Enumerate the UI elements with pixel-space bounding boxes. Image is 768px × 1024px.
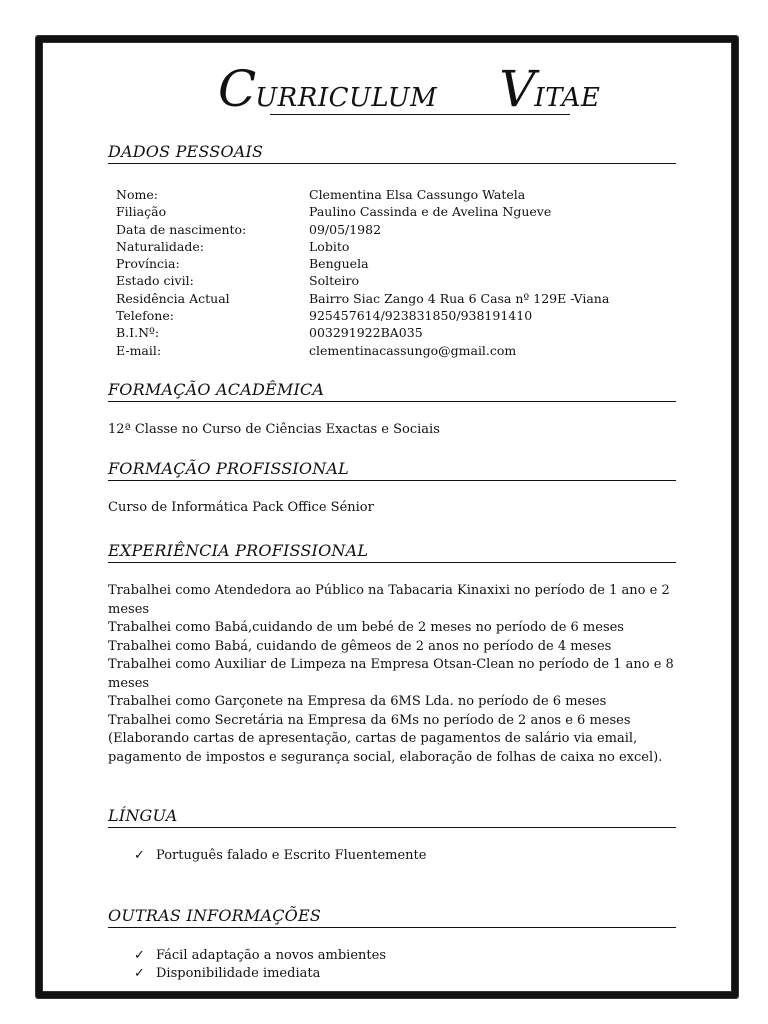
experience-item: Trabalhei como Garçonete na Empresa da 6MS Lda. no período de 6 meses [108, 694, 607, 709]
experience-list [108, 582, 676, 767]
email-value: clementinacassungo@gmail.com [309, 342, 517, 358]
academic-training-text: 12ª Classe no Curso de Ciências Exactas e Sociais [108, 422, 440, 437]
row-label: B.I.Nº: [116, 325, 160, 341]
section-heading-formacao-academica: FORMAÇÃO ACADÊMICA [108, 380, 676, 402]
language-item [134, 847, 674, 865]
row-label: Naturalidade: [116, 238, 204, 254]
other-info-list [134, 947, 674, 982]
title-word-curriculum: URRICULUM [255, 83, 438, 113]
personal-data-row [116, 342, 676, 359]
row-value: Bairro Siac Zango 4 Rua 6 Casa nº 129E -Viana [309, 290, 610, 306]
personal-data-row [116, 255, 676, 272]
row-value: Paulino Cassinda e de Avelina Ngueve [309, 204, 552, 220]
section-heading-dados-pessoais: DADOS PESSOAIS [108, 142, 676, 164]
section-heading-formacao-profissional: FORMAÇÃO PROFISSIONAL [108, 459, 676, 481]
experience-item: Trabalhei como Secretária na Empresa da 6Ms no período de 2 anos e 6 meses (Elaborando cartas de apresentação, cartas de pagamentos de salário via email, pagamento de impostos e segurança social, elaboração de folhas de caixa no excel). [108, 712, 663, 765]
row-label: Data de nascimento: [116, 221, 247, 237]
row-label: Estado civil: [116, 273, 194, 289]
check-mark-icon: ✓ [134, 965, 145, 981]
row-label: Filiação [116, 204, 167, 220]
row-label: Residência Actual [116, 290, 230, 306]
language-list [134, 847, 674, 865]
personal-data-row [116, 307, 676, 324]
section-heading-outras-informacoes: OUTRAS INFORMAÇÕES [108, 906, 676, 928]
personal-data-row [116, 221, 676, 238]
row-label: Telefone: [116, 308, 174, 324]
row-value: 003291922BA035 [309, 325, 423, 341]
other-info-item-text: Disponibilidade imediata [156, 965, 321, 981]
row-label: Nome: [116, 187, 158, 202]
other-info-item [134, 947, 674, 965]
language-item-text: Português falado e Escrito Fluentemente [156, 848, 427, 863]
personal-data-row [116, 186, 676, 203]
personal-data-table [116, 186, 676, 359]
title-initial-c: C [218, 60, 256, 118]
row-value: Solteiro [309, 273, 360, 289]
personal-data-row [116, 290, 676, 307]
personal-data-row [116, 203, 676, 220]
row-value: 09/05/1982 [309, 221, 382, 237]
row-label: Província: [116, 256, 180, 272]
personal-data-row [116, 324, 676, 341]
page-title [218, 60, 601, 118]
row-value: Clementina Elsa Cassungo Watela [309, 187, 526, 202]
other-info-item [134, 965, 674, 983]
experience-item: Trabalhei como Auxiliar de Limpeza na Empresa Otsan-Clean no período de 1 ano e 8 meses [108, 657, 674, 691]
title-underline [270, 114, 570, 115]
row-label: E-mail: [116, 342, 162, 358]
personal-data-row [116, 238, 676, 255]
section-heading-experiencia-profissional: EXPERIÊNCIA PROFISSIONAL [108, 541, 676, 563]
personal-data-row [116, 272, 676, 289]
experience-item: Trabalhei como Atendedora ao Público na Tabacaria Kinaxixi no período de 1 ano e 2 meses [108, 583, 670, 617]
other-info-item-text: Fácil adaptação a novos ambientes [156, 948, 386, 963]
row-value: Lobito [309, 238, 350, 254]
section-heading-lingua: LÍNGUA [108, 806, 676, 828]
check-mark-icon: ✓ [134, 848, 145, 863]
row-value: 925457614/923831850/938191410 [309, 308, 533, 324]
title-initial-v: V [499, 60, 535, 118]
row-value: Benguela [309, 256, 369, 272]
experience-item: Trabalhei como Babá, cuidando de gêmeos de 2 anos no período de 4 meses [108, 638, 612, 654]
check-mark-icon: ✓ [134, 948, 145, 963]
title-word-vitae: ITAE [534, 83, 601, 113]
professional-training-text: Curso de Informática Pack Office Sénior [108, 500, 374, 515]
experience-item: Trabalhei como Babá,cuidando de um bebé de 2 meses no período de 6 meses [108, 620, 624, 635]
